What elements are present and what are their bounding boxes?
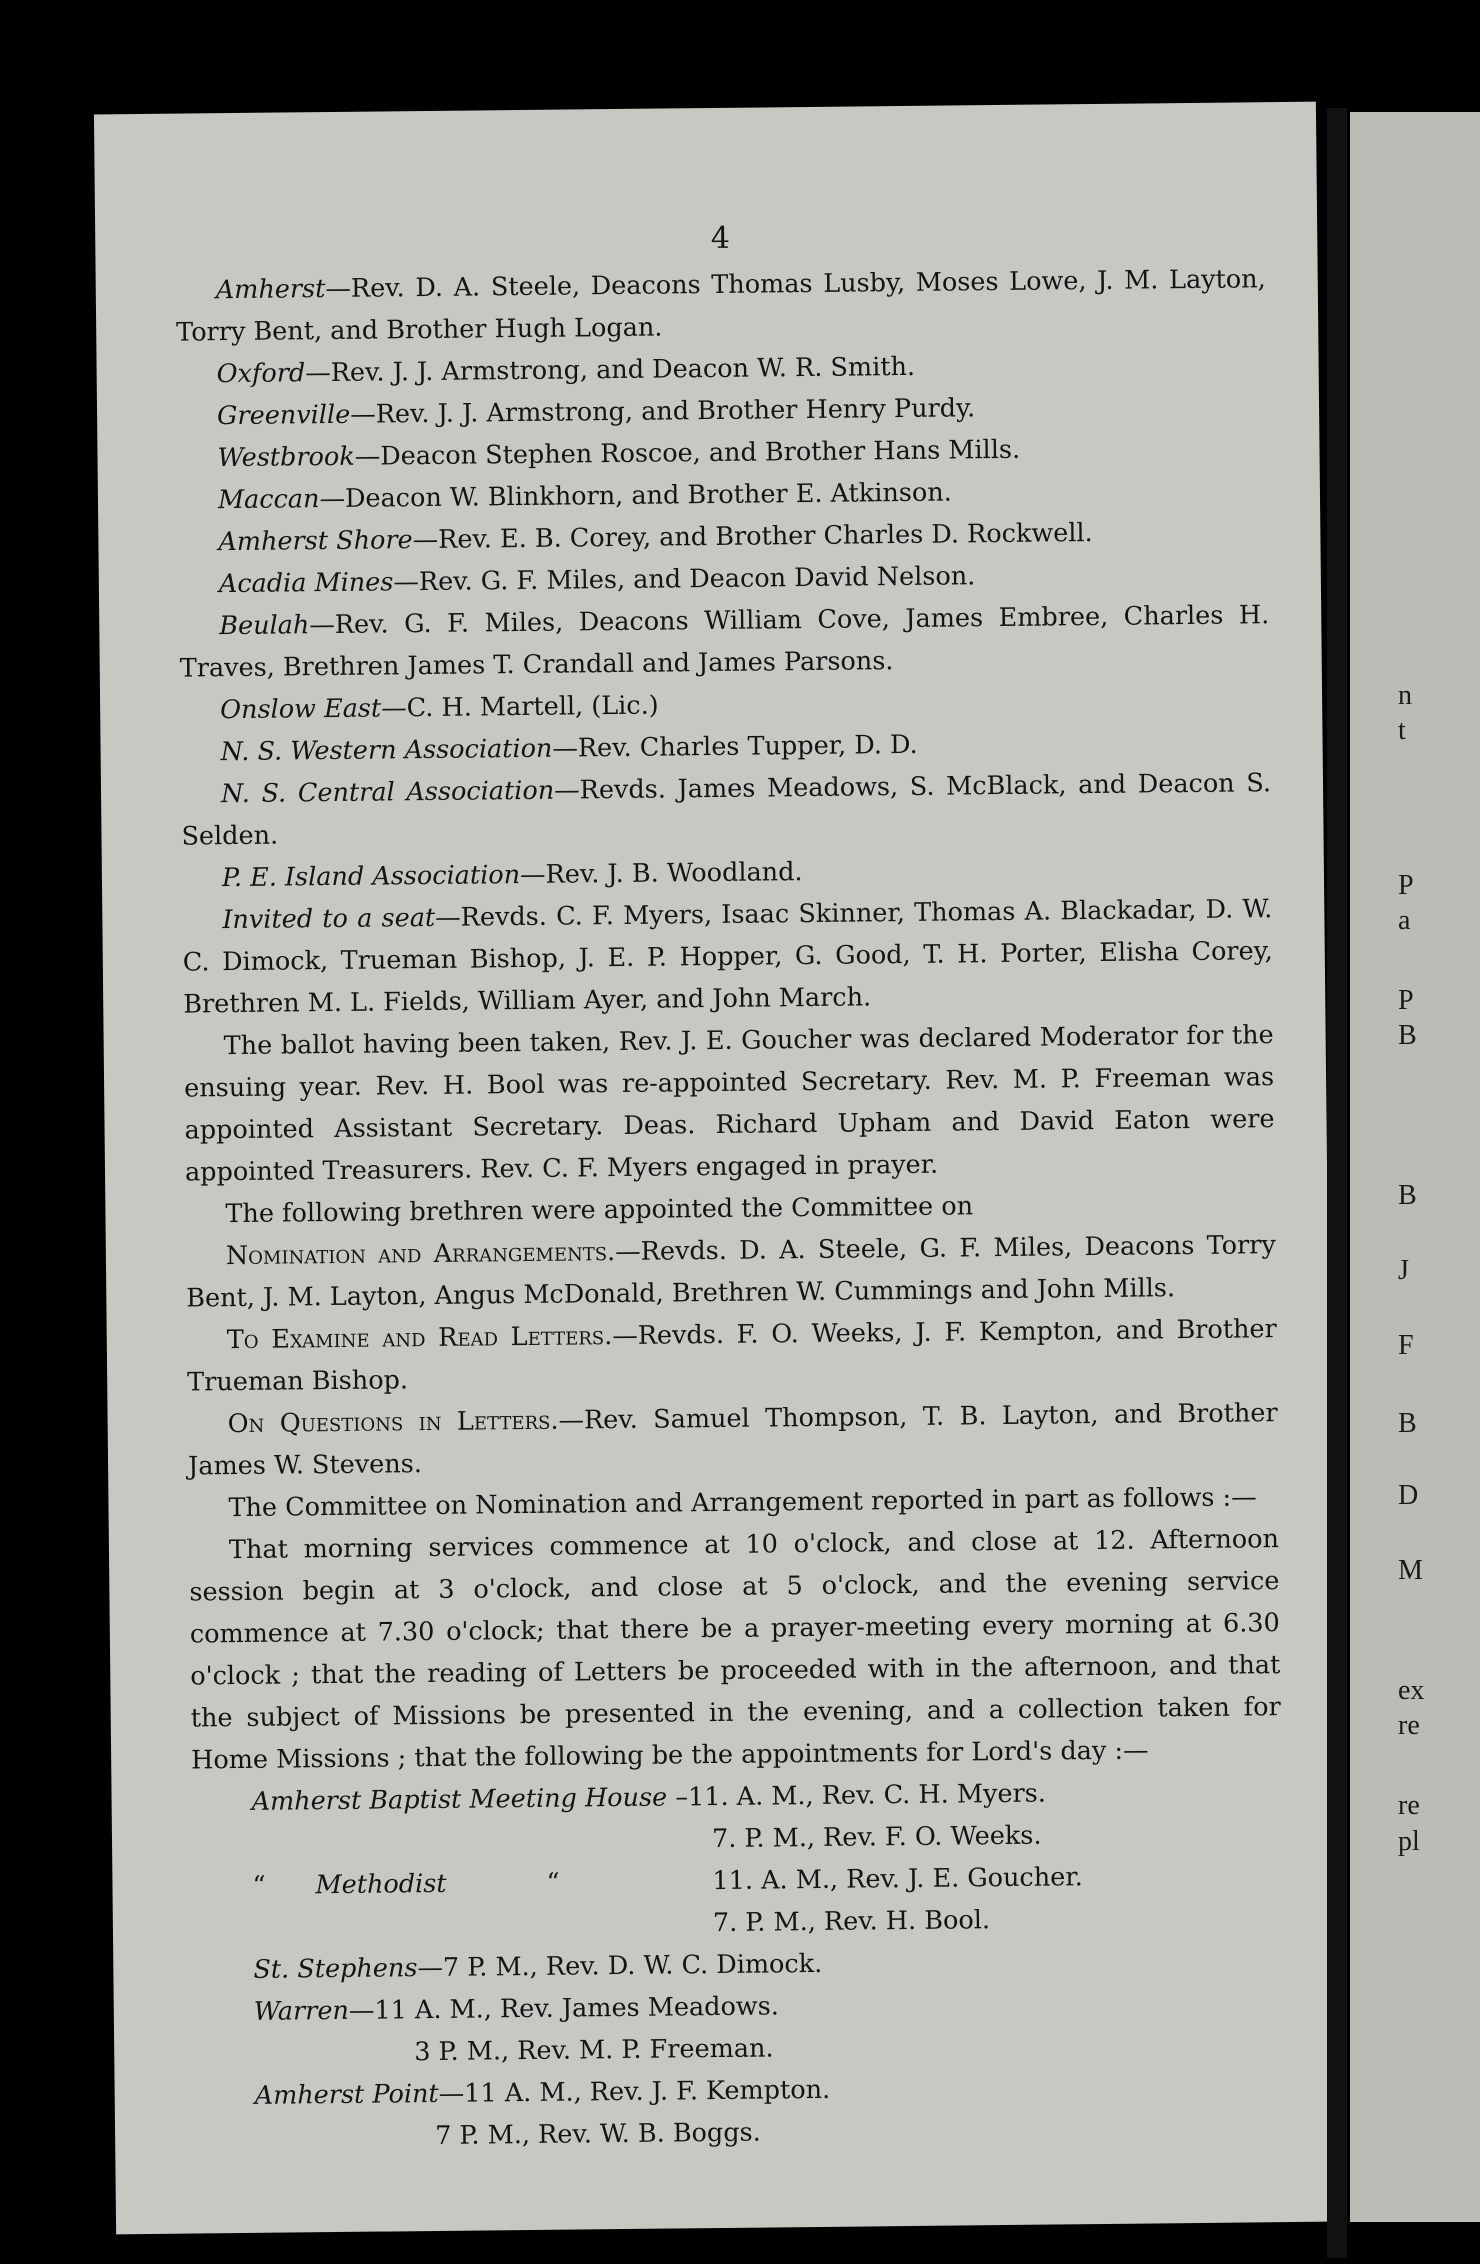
appointment-line: 7. P. M., Rev. H. Bool. bbox=[712, 1905, 991, 1939]
delegate-list bbox=[176, 258, 1274, 1025]
delegate-entry: Onslow East—C. H. Martell, (Lic.) bbox=[220, 690, 659, 726]
appointment-line: Warren—11 A. M., Rev. James Meadows. bbox=[253, 1991, 780, 2027]
delegate-entry: Oxford—Rev. J. J. Armstrong, and Deacon W. R. Smith. bbox=[216, 351, 916, 390]
delegate-entry: Greenville—Rev. J. J. Armstrong, and Brother Henry Purdy. bbox=[216, 393, 976, 432]
appointment-line: 3 P. M., Rev. M. P. Freeman. bbox=[414, 2033, 774, 2068]
delegate-entry: Beulah—Rev. G. F. Miles, Deacons William Cove, James Embree, Charles H. Traves, Brethren James T. Crandall and James Parsons. bbox=[179, 600, 1270, 684]
delegate-entry: Invited to a seat—Revds. C. F. Myers, Isaac Skinner, Thomas A. Blackadar, D. W. C. Dimock, Trueman Bishop, J. E. P. Hopper, G. Good, T. H. Porter, Elisha Corey, Brethren M. L. Fields, William Ayer, and John March. bbox=[182, 894, 1273, 1020]
appointment-line: “ Methodist “ 11. A. M., Rev. J. E. Goucher. bbox=[252, 1862, 1083, 1901]
document-page bbox=[94, 102, 1338, 2235]
report-intro: The Committee on Nomination and Arrangement reported in part as follows :— bbox=[228, 1482, 1257, 1524]
appointment-line: St. Stephens—7 P. M., Rev. D. W. C. Dimock. bbox=[253, 1948, 823, 1985]
delegate-entry: Amherst Shore—Rev. E. B. Corey, and Brother Charles D. Rockwell. bbox=[218, 518, 1093, 558]
delegate-entry: P. E. Island Association—Rev. J. B. Woodland. bbox=[221, 857, 803, 894]
appointment-line: 7. P. M., Rev. F. O. Weeks. bbox=[711, 1820, 1042, 1855]
delegate-entry: N. S. Central Association—Revds. James Meadows, S. McBlack, and Deacon S. Selden. bbox=[181, 768, 1272, 852]
page-text bbox=[175, 212, 1285, 2159]
appointment-line: Amherst Baptist Meeting House –11. A. M., Rev. C. H. Myers. bbox=[251, 1778, 1047, 1817]
committee-intro: The following brethren were appointed the Committee on bbox=[225, 1191, 974, 1230]
page-number: 4 bbox=[710, 220, 730, 257]
report-paragraph: That morning services commence at 10 o'clock, and close at 12. Afternoon session begin at 3 o'clock, and close at 5 o'clock, and the evening service commence at 7.30 o'clock; that there be a prayer-meeting every morning at 6.30 o'clock ; that the reading of Letters be proceeded with in the afternoon, and that the subject of Missions be presented in the evening, and a collection taken for Home Missions ; that the following be the appointments for Lord's day :— bbox=[189, 1524, 1281, 1776]
appointment-line: 7 P. M., Rev. W. B. Boggs. bbox=[434, 2117, 761, 2151]
committee-entry: To Examine and Read Letters.—Revds. F. O. Weeks, J. F. Kempton, and Brother Trueman Bishop. bbox=[187, 1314, 1277, 1398]
committee-entry: Nomination and Arrangements.—Revds. D. A. Steele, G. F. Miles, Deacons Torry Bent, J. M. Layton, Angus McDonald, Brethren W. Cummings and John Mills. bbox=[186, 1230, 1276, 1314]
delegate-entry: Maccan—Deacon W. Blinkhorn, and Brother E. Atkinson. bbox=[217, 477, 952, 516]
delegate-entry: N. S. Western Association—Rev. Charles Tupper, D. D. bbox=[220, 729, 918, 768]
delegate-entry: Westbrook—Deacon Stephen Roscoe, and Brother Hans Mills. bbox=[217, 434, 1021, 474]
delegate-entry: Acadia Mines—Rev. G. F. Miles, and Deacon David Nelson. bbox=[218, 561, 976, 600]
committee-entry: On Questions in Letters.—Rev. Samuel Thompson, T. B. Layton, and Brother James W. Stevens. bbox=[187, 1398, 1278, 1482]
appointments-list bbox=[191, 1770, 1285, 2159]
ballot-paragraph: The ballot having been taken, Rev. J. E. Goucher was declared Moderator for the ensuing year. Rev. H. Bool was re-appointed Secretary. Rev. M. P. Freeman was appointed Assistant Secretary. Deas. Richard Upham and David Eaton were appointed Treasurers. Rev. C. F. Myers engaged in prayer. bbox=[183, 1020, 1275, 1188]
delegate-entry: Amherst—Rev. D. A. Steele, Deacons Thomas Lusby, Moses Lowe, J. M. Layton, Torry Bent, and Brother Hugh Logan. bbox=[176, 264, 1266, 348]
facing-page-text-fragments: n t P a P B B J F B D M ex re re pl bbox=[1398, 680, 1425, 1857]
binding-gutter bbox=[1327, 108, 1347, 2258]
appointment-line: Amherst Point—11 A. M., Rev. J. F. Kempton. bbox=[254, 2074, 831, 2111]
